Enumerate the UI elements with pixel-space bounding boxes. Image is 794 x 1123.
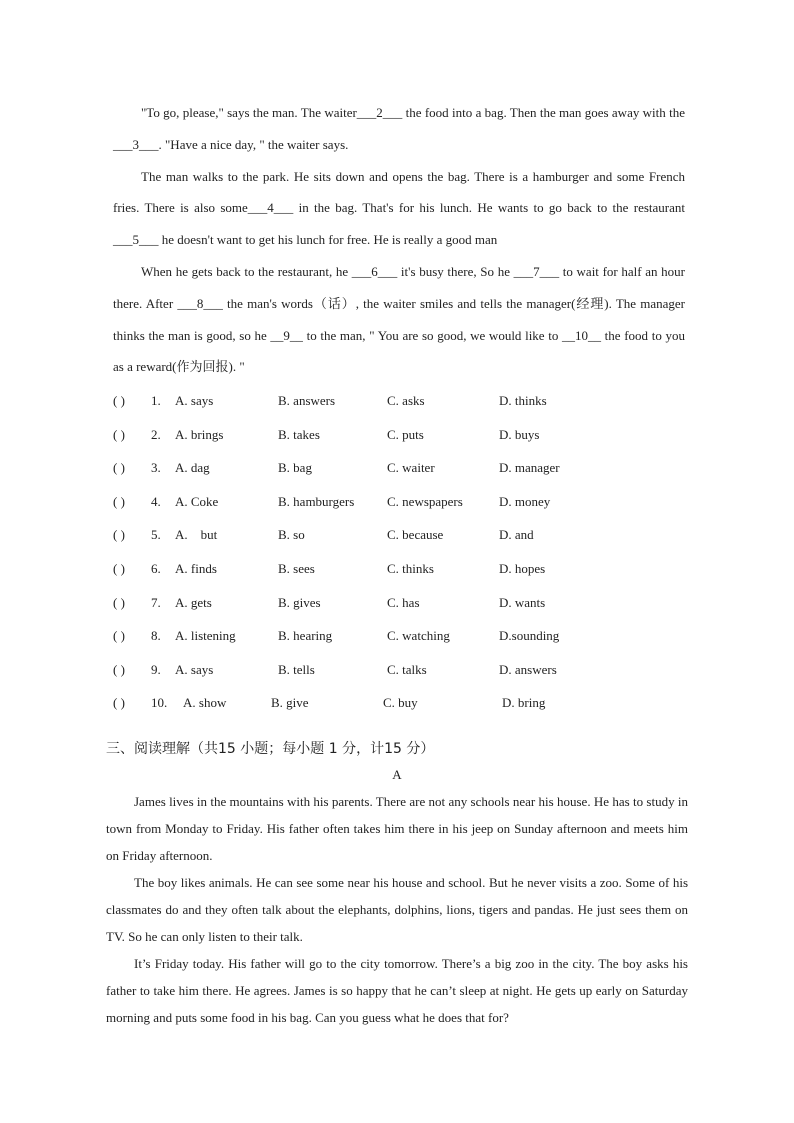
- answer-blank: ( ): [113, 493, 125, 509]
- question-row: [113, 521, 685, 555]
- option-a: A. Coke: [175, 493, 219, 509]
- question-number: 3.: [151, 460, 161, 476]
- option-a: A. gets: [175, 594, 212, 610]
- option-a: A. says: [175, 661, 214, 677]
- option-a: A. dag: [175, 460, 210, 476]
- question-number: 7.: [151, 594, 161, 610]
- option-b: B. tells: [278, 661, 315, 677]
- option-d: D. buys: [499, 426, 540, 442]
- question-row: [113, 488, 685, 522]
- question-row: [113, 622, 685, 656]
- reading-passage: [106, 788, 688, 1031]
- option-d: D. manager: [499, 460, 560, 476]
- option-c: C. waiter: [387, 460, 435, 476]
- option-b: B. answers: [278, 393, 336, 408]
- reading-paragraph-1: James lives in the mountains with his parents. There are not any schools near his house. He has to study in town from Monday to Friday. His father often takes him there in his jeep on Sunday afternoon and meets him on Friday afternoon.: [106, 794, 688, 863]
- option-b: B. sees: [278, 560, 315, 576]
- answer-blank: ( ): [113, 527, 125, 543]
- option-c: C. talks: [387, 661, 427, 677]
- question-number: 5.: [151, 527, 161, 543]
- question-number: 1.: [151, 393, 161, 408]
- cloze-paragraph-2: The man walks to the park. He sits down and opens the bag. There is a hamburger and some French fries. There is also some___4___ in the bag. That's for his lunch. He wants to go back to the restaurant ___5___ he doesn't want to get his lunch for free. He is really a good man: [113, 168, 685, 248]
- option-b: B. hamburgers: [278, 493, 355, 509]
- option-b: B. hearing: [278, 628, 333, 644]
- question-row: [113, 689, 685, 723]
- reading-paragraph-2: The boy likes animals. He can see some near his house and school. But he never visits a zoo. Some of his classmates do and they often talk about the elephants, dolphins, lions, tigers and pandas. He just sees them on TV. So he can only listen to their talk.: [106, 875, 688, 944]
- option-a: A. finds: [175, 560, 217, 576]
- question-number: 10.: [151, 695, 168, 711]
- section-title: 三、阅读理解（共15 小题；每小题 1 分，计15 分）: [106, 741, 435, 757]
- question-row: [113, 656, 685, 690]
- question-row: [113, 421, 685, 455]
- answer-blank: ( ): [113, 695, 125, 711]
- option-c: C. watching: [387, 628, 450, 644]
- question-number: 4.: [151, 493, 161, 509]
- option-a: A. says: [175, 393, 214, 408]
- question-number: 8.: [151, 628, 161, 644]
- answer-blank: ( ): [113, 661, 125, 677]
- option-c: C. buy: [383, 695, 418, 711]
- option-d: D. bring: [502, 695, 546, 711]
- cloze-paragraph-3: When he gets back to the restaurant, he ___6___ it's busy there, So he ___7___ to wait for half an hour there. After ___8___ the man's words（话）, the waiter smiles and tells the manager(经理). The manager thinks the man is good, so he __9__ to the man, " You are so good, we would like to __10__ the food to you as a reward(作为回报). ": [113, 263, 685, 375]
- option-c: C. newspapers: [387, 493, 463, 509]
- option-b: B. takes: [278, 426, 320, 442]
- question-row: [113, 589, 685, 623]
- passage-label: A: [392, 767, 402, 782]
- option-d: D. money: [499, 493, 551, 509]
- answer-blank: ( ): [113, 426, 125, 442]
- option-a: A. brings: [175, 426, 224, 442]
- option-d: D. and: [499, 527, 534, 543]
- question-number: 2.: [151, 426, 161, 442]
- option-d: D. answers: [499, 661, 557, 677]
- option-d: D. wants: [499, 594, 546, 610]
- cloze-paragraph-1: "To go, please," says the man. The waiter___2___ the food into a bag. Then the man goes away with the ___3___. "Have a nice day, " the waiter says.: [113, 105, 685, 152]
- option-c: C. asks: [387, 393, 425, 408]
- answer-blank: ( ): [113, 594, 125, 610]
- answer-blank: ( ): [113, 560, 125, 576]
- option-b: B. give: [271, 695, 309, 711]
- reading-paragraph-3: It’s Friday today. His father will go to the city tomorrow. There’s a big zoo in the city. The boy asks his father to take him there. He agrees. James is so happy that he can’t sleep at night. He gets up early on Saturday morning and puts some food in his bag. Can you guess what he does that for?: [106, 956, 688, 1025]
- option-b: B. bag: [278, 460, 312, 476]
- question-row: [113, 454, 685, 488]
- option-a: A. but: [175, 527, 218, 543]
- option-a: A. show: [183, 695, 227, 711]
- answer-blank: ( ): [113, 460, 125, 476]
- question-row: [113, 555, 685, 589]
- answer-blank: ( ): [113, 628, 125, 644]
- option-a: A. listening: [175, 628, 236, 644]
- option-d: D. hopes: [499, 560, 546, 576]
- cloze-passage: [113, 97, 685, 383]
- question-list: [113, 387, 685, 723]
- option-b: B. so: [278, 527, 305, 543]
- question-row: [113, 387, 685, 421]
- option-c: C. thinks: [387, 560, 434, 576]
- option-c: C. because: [387, 527, 444, 543]
- option-d: D.sounding: [499, 628, 560, 644]
- answer-blank: ( ): [113, 393, 125, 408]
- option-c: C. puts: [387, 426, 424, 442]
- question-number: 9.: [151, 661, 161, 677]
- question-number: 6.: [151, 560, 161, 576]
- option-c: C. has: [387, 594, 420, 610]
- option-d: D. thinks: [499, 393, 547, 408]
- option-b: B. gives: [278, 594, 321, 610]
